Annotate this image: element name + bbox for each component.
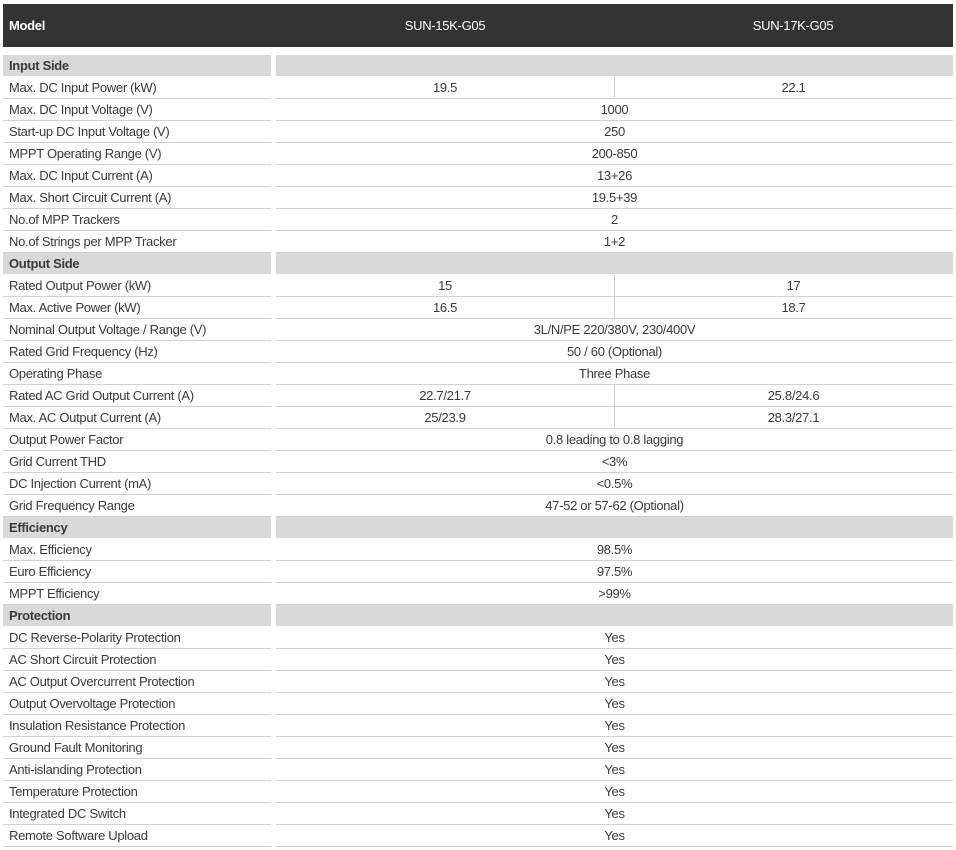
- spec-value-cell: [276, 561, 953, 583]
- spec-value-cell: [276, 825, 953, 847]
- row-nominal-output-voltage: [3, 319, 953, 341]
- row-ac-short-circuit-protection: [3, 649, 953, 671]
- spec-label: MPPT Efficiency: [3, 583, 271, 605]
- row-mppt-operating-range: [3, 143, 953, 165]
- row-insulation-resistance-protection: [3, 715, 953, 737]
- section-title: Output Side: [3, 253, 271, 275]
- row-grid-current-thd: [3, 451, 953, 473]
- section-header-protection: [3, 605, 953, 627]
- spec-label: Max. AC Output Current (A): [3, 407, 271, 429]
- row-strings-per-mpp-tracker: [3, 231, 953, 253]
- spec-label: No.of Strings per MPP Tracker: [3, 231, 271, 253]
- spec-value-cell: [276, 165, 953, 187]
- spec-value: 200-850: [591, 146, 638, 161]
- spec-value-sun-15k: 16.5: [432, 300, 458, 315]
- row-max-dc-input-power: [3, 77, 953, 99]
- spec-value-cell: [276, 231, 953, 253]
- spec-value-cell: [276, 275, 953, 297]
- spec-label: AC Output Overcurrent Protection: [3, 671, 271, 693]
- spec-label: Grid Frequency Range: [3, 495, 271, 517]
- spec-label: Max. Active Power (kW): [3, 297, 271, 319]
- row-dc-reverse-polarity-protection: [3, 627, 953, 649]
- section-title: Protection: [3, 605, 271, 627]
- spec-value-cell: [276, 539, 953, 561]
- row-grid-frequency-range: [3, 495, 953, 517]
- spec-label: Operating Phase: [3, 363, 271, 385]
- spec-value-cell: [276, 363, 953, 385]
- spec-label: Output Power Factor: [3, 429, 271, 451]
- spec-label: Start-up DC Input Voltage (V): [3, 121, 271, 143]
- section-header-output-side: [3, 253, 953, 275]
- row-ground-fault-monitoring: [3, 737, 953, 759]
- spec-label: Max. DC Input Current (A): [3, 165, 271, 187]
- spec-value-cell: [276, 143, 953, 165]
- spec-value-cell: [276, 781, 953, 803]
- spec-value: 50 / 60 (Optional): [566, 344, 663, 359]
- spec-value-cell: [276, 429, 953, 451]
- spec-value: 3L/N/PE 220/380V, 230/400V: [533, 322, 696, 337]
- row-dc-injection-current: [3, 473, 953, 495]
- row-operating-phase: [3, 363, 953, 385]
- spec-value-sun-17k: 18.7: [614, 297, 953, 318]
- row-temperature-protection: [3, 781, 953, 803]
- table-header: [3, 4, 953, 47]
- spec-value: 0.8 leading to 0.8 lagging: [545, 432, 684, 447]
- spec-label: Output Overvoltage Protection: [3, 693, 271, 715]
- section-band: [276, 253, 953, 275]
- spec-value-cell: [276, 737, 953, 759]
- spec-label: Euro Efficiency: [3, 561, 271, 583]
- spec-value: Yes: [604, 718, 625, 733]
- spec-value: Yes: [604, 674, 625, 689]
- spec-value-cell: [276, 451, 953, 473]
- spec-label: DC Injection Current (mA): [3, 473, 271, 495]
- spec-value: 19.5+39: [591, 190, 638, 205]
- spec-value-cell: [276, 209, 953, 231]
- spec-value: 250: [604, 124, 625, 139]
- row-mppt-efficiency: [3, 583, 953, 605]
- row-max-active-power: [3, 297, 953, 319]
- spec-label: Grid Current THD: [3, 451, 271, 473]
- spec-value-cell: [276, 671, 953, 693]
- row-anti-islanding-protection: [3, 759, 953, 781]
- spec-label: Ground Fault Monitoring: [3, 737, 271, 759]
- spec-value: Three Phase: [578, 366, 651, 381]
- section-band: [276, 605, 953, 627]
- section-header-input-side: [3, 55, 953, 77]
- spec-label: MPPT Operating Range (V): [3, 143, 271, 165]
- model-sun-17k-g05: SUN-17K-G05: [752, 18, 834, 33]
- spec-label: AC Short Circuit Protection: [3, 649, 271, 671]
- table-body: [3, 55, 953, 847]
- spec-value-cell: [276, 693, 953, 715]
- row-euro-efficiency: [3, 561, 953, 583]
- spec-value-cell: [276, 319, 953, 341]
- row-max-dc-input-current: [3, 165, 953, 187]
- spec-value-cell: [276, 341, 953, 363]
- spec-label: Max. DC Input Voltage (V): [3, 99, 271, 121]
- spec-value-cell: [276, 803, 953, 825]
- spec-value: >99%: [598, 586, 631, 601]
- row-mpp-trackers: [3, 209, 953, 231]
- spec-value-cell: [276, 627, 953, 649]
- spec-value-cell: [276, 649, 953, 671]
- spec-value: <0.5%: [596, 476, 633, 491]
- spec-value-sun-15k: 19.5: [432, 80, 458, 95]
- spec-value-cell: [276, 187, 953, 209]
- spec-value-sun-17k: 22.1: [614, 77, 953, 98]
- row-output-power-factor: [3, 429, 953, 451]
- spec-value: Yes: [604, 784, 625, 799]
- spec-value: 2: [611, 212, 618, 227]
- spec-value: Yes: [604, 652, 625, 667]
- spec-label: Anti-islanding Protection: [3, 759, 271, 781]
- spec-value: 13+26: [596, 168, 632, 183]
- spec-label: Temperature Protection: [3, 781, 271, 803]
- section-title: Input Side: [3, 55, 271, 77]
- model-column-label: Model: [9, 18, 46, 33]
- spec-label: Rated Output Power (kW): [3, 275, 271, 297]
- spec-value-sun-17k: 17: [614, 275, 953, 296]
- model-sun-15k-g05: SUN-15K-G05: [404, 18, 486, 33]
- spec-value: 98.5%: [596, 542, 633, 557]
- spec-value: 97.5%: [596, 564, 633, 579]
- row-output-overvoltage-protection: [3, 693, 953, 715]
- spec-label: No.of MPP Trackers: [3, 209, 271, 231]
- spec-label: Insulation Resistance Protection: [3, 715, 271, 737]
- row-rated-ac-grid-output-current: [3, 385, 953, 407]
- section-band: [276, 517, 953, 539]
- section-title: Efficiency: [3, 517, 271, 539]
- spec-label: Remote Software Upload: [3, 825, 271, 847]
- spec-value-cell: [276, 715, 953, 737]
- spec-label: Max. DC Input Power (kW): [3, 77, 271, 99]
- section-band: [276, 55, 953, 77]
- spec-label: Nominal Output Voltage / Range (V): [3, 319, 271, 341]
- spec-value-cell: [276, 297, 953, 319]
- spec-label: Rated AC Grid Output Current (A): [3, 385, 271, 407]
- spec-value-cell: [276, 473, 953, 495]
- spec-label: Rated Grid Frequency (Hz): [3, 341, 271, 363]
- spec-value: Yes: [604, 740, 625, 755]
- row-ac-output-overcurrent-protection: [3, 671, 953, 693]
- spec-value-cell: [276, 495, 953, 517]
- section-header-efficiency: [3, 517, 953, 539]
- row-max-efficiency: [3, 539, 953, 561]
- spec-value-cell: [276, 759, 953, 781]
- row-max-ac-output-current: [3, 407, 953, 429]
- spec-value-cell: [276, 385, 953, 407]
- spec-label: Max. Efficiency: [3, 539, 271, 561]
- spec-value-sun-17k: 25.8/24.6: [614, 385, 953, 406]
- row-startup-dc-input-voltage: [3, 121, 953, 143]
- spec-value: <3%: [601, 454, 628, 469]
- spec-value: Yes: [604, 806, 625, 821]
- spec-value: Yes: [604, 696, 625, 711]
- spec-label: DC Reverse-Polarity Protection: [3, 627, 271, 649]
- spec-value: 1+2: [603, 234, 626, 249]
- row-max-dc-input-voltage: [3, 99, 953, 121]
- row-rated-grid-frequency: [3, 341, 953, 363]
- spec-value-cell: [276, 583, 953, 605]
- spec-value: Yes: [604, 762, 625, 777]
- spec-table: [3, 4, 953, 847]
- spec-label: Max. Short Circuit Current (A): [3, 187, 271, 209]
- row-max-short-circuit-current: [3, 187, 953, 209]
- spec-value-cell: [276, 407, 953, 429]
- row-integrated-dc-switch: [3, 803, 953, 825]
- spec-value: 1000: [600, 102, 629, 117]
- spec-value-sun-15k: 25/23.9: [424, 410, 466, 425]
- spec-value-cell: [276, 99, 953, 121]
- spec-value-cell: [276, 121, 953, 143]
- spec-value-sun-15k: 15: [438, 278, 452, 293]
- spec-value: 47-52 or 57-62 (Optional): [545, 498, 684, 513]
- spec-value-sun-15k: 22.7/21.7: [419, 388, 471, 403]
- spec-value: Yes: [604, 630, 625, 645]
- spec-value: Yes: [604, 828, 625, 843]
- row-rated-output-power: [3, 275, 953, 297]
- spec-value-cell: [276, 77, 953, 99]
- spec-label: Integrated DC Switch: [3, 803, 271, 825]
- spec-value-sun-17k: 28.3/27.1: [614, 407, 953, 428]
- row-remote-software-upload: [3, 825, 953, 847]
